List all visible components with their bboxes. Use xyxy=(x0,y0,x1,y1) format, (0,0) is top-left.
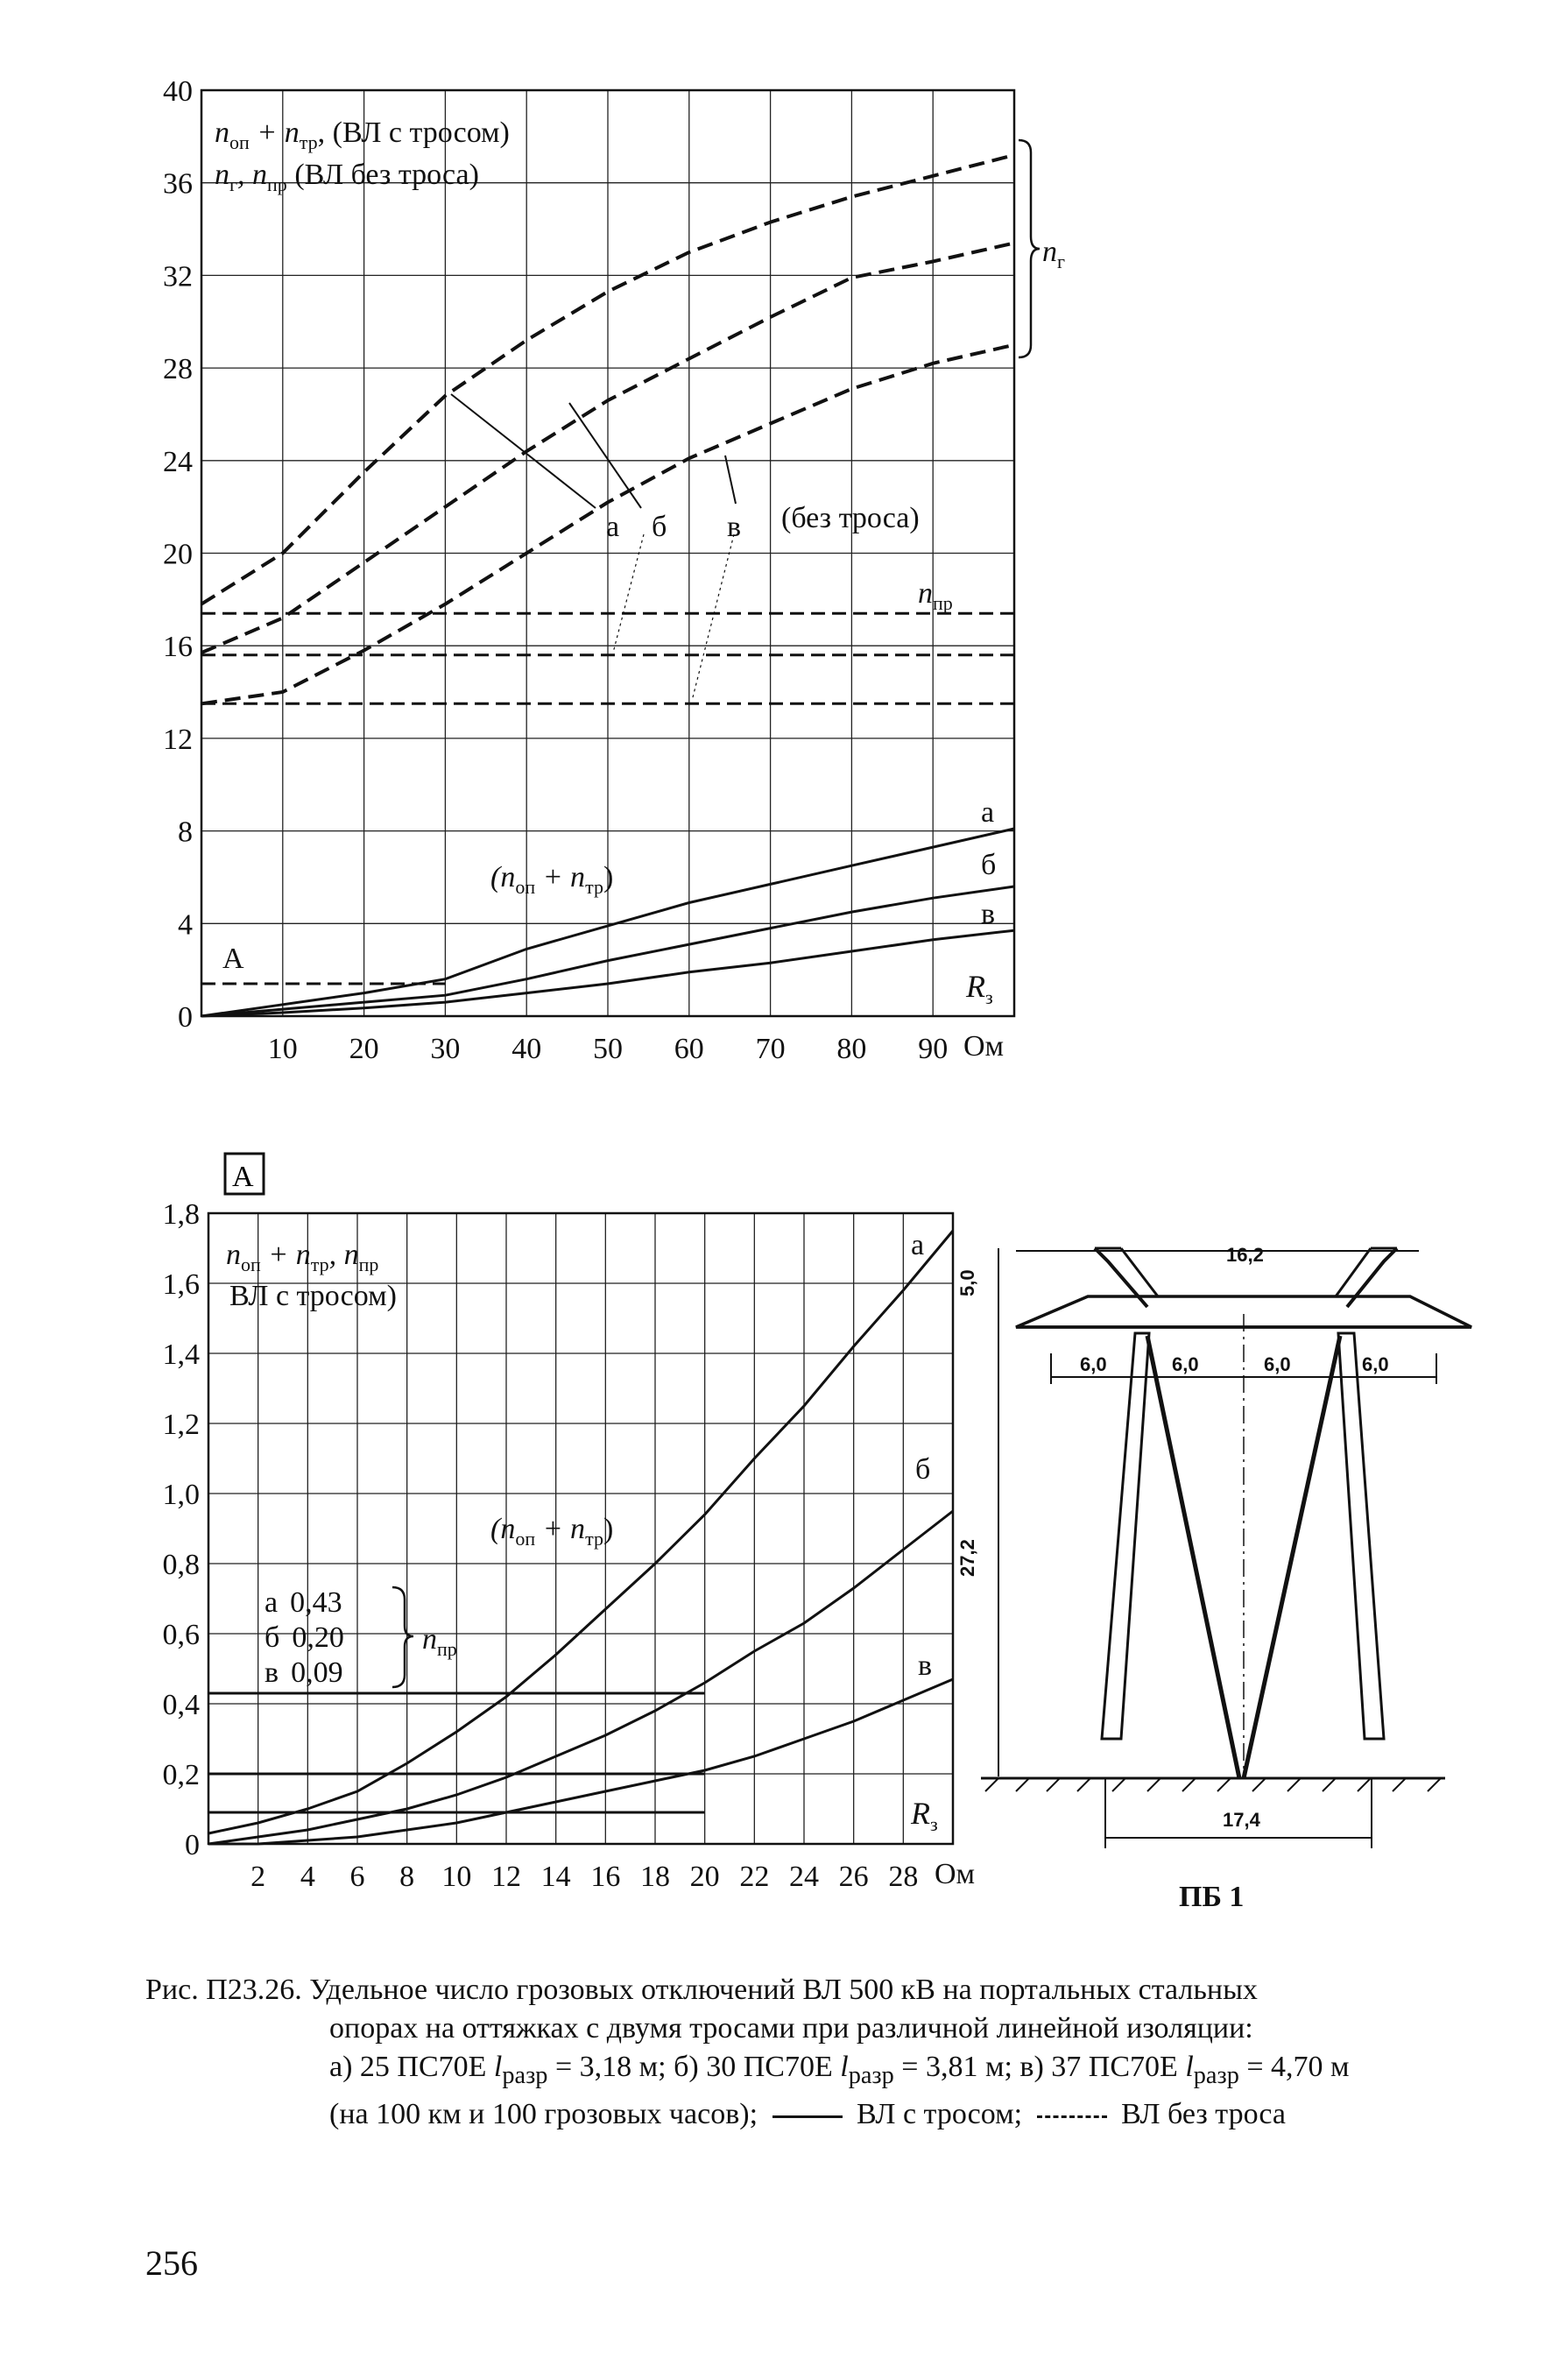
y-tick-label: 1,0 xyxy=(162,1479,200,1511)
span-3: 6,0 xyxy=(1264,1353,1291,1375)
letter-b-top: б xyxy=(652,511,667,543)
dim-cross: 5,0 xyxy=(956,1269,978,1296)
inset-marker: А xyxy=(222,943,244,975)
x-tick-label: 10 xyxy=(267,1033,298,1065)
x-tick-label: 22 xyxy=(739,1861,770,1893)
x-tick-label: 26 xyxy=(838,1861,869,1893)
x-tick-label: 28 xyxy=(888,1861,919,1893)
legend-solid-sample xyxy=(772,2115,843,2118)
y-tick-label: 1,8 xyxy=(162,1198,200,1231)
figure-caption xyxy=(145,1971,1459,2134)
svg-text:в0,09: в 0,09 xyxy=(265,1656,343,1689)
tower-leg-inner-right xyxy=(1244,1336,1340,1778)
inset-x-axis-label: $R_з$ xyxy=(911,1796,938,1835)
tower-leg-inner-left xyxy=(1147,1336,1239,1778)
y-tick-label: 1,6 xyxy=(162,1268,200,1301)
chart-main xyxy=(163,75,1040,1065)
y-tick-label: 12 xyxy=(163,723,193,756)
x-tick-label: 50 xyxy=(593,1033,623,1065)
y-tick-label: 16 xyxy=(163,631,193,664)
caption-line4: (на 100 км и 100 грозовых часов); ВЛ с тросом; ВЛ без троса xyxy=(329,2097,1287,2130)
x-tick-label: 10 xyxy=(441,1861,472,1893)
tower-ground-wire-bracket-right xyxy=(1347,1248,1397,1307)
caption-line2: опорах на оттяжках с двумя тросами при различной линейной изоляции: xyxy=(329,2012,1253,2045)
npr-label: $n_{пр}$ xyxy=(918,577,953,614)
x-tick-label: 4 xyxy=(300,1861,315,1893)
tower-leg-left xyxy=(1102,1333,1149,1739)
tower-ground-wire-bracket-left xyxy=(1095,1248,1147,1307)
inset-legend-line2: ВЛ с тросом) xyxy=(229,1280,397,1312)
x-tick-label: 6 xyxy=(349,1861,365,1893)
y-tick-label: 1,4 xyxy=(162,1338,200,1371)
legend-line1: $n_{оп} + n_{тр}$, (ВЛ с тросом) xyxy=(215,117,510,153)
y-tick-label: 4 xyxy=(178,908,193,942)
x-tick-label: 80 xyxy=(836,1033,867,1065)
inset-x-unit: Ом xyxy=(935,1858,976,1890)
x-tick-label: 2 xyxy=(250,1861,266,1893)
letter-a-solid: а xyxy=(981,796,995,829)
chart-main-labels xyxy=(215,117,1065,1063)
x-unit: Ом xyxy=(963,1030,1005,1063)
svg-text:б0,20: б 0,20 xyxy=(265,1621,344,1654)
legend-line2: $n_г$, $n_{пр}$ (ВЛ без троса) xyxy=(215,159,479,195)
x-tick-label: 24 xyxy=(789,1861,819,1893)
inset-legend-line1: $n_{оп} + n_{тр}$, $n_{пр}$ xyxy=(226,1239,379,1275)
y-tick-label: 1,2 xyxy=(162,1409,200,1441)
x-tick-label: 60 xyxy=(674,1033,704,1065)
y-tick-label: 0 xyxy=(178,1001,193,1034)
y-tick-label: 0,8 xyxy=(162,1549,200,1581)
y-tick-label: 0,6 xyxy=(162,1619,200,1651)
x-tick-label: 14 xyxy=(540,1861,571,1893)
x-tick-label: 90 xyxy=(918,1033,949,1065)
x-tick-label: 18 xyxy=(640,1861,670,1893)
x-tick-label: 30 xyxy=(430,1033,461,1065)
y-tick-label: 20 xyxy=(163,538,193,571)
npr-values-block xyxy=(265,1586,457,1689)
x-tick-label: 70 xyxy=(755,1033,786,1065)
x-tick-label: 12 xyxy=(491,1861,521,1893)
leader-lines-dotted xyxy=(613,534,734,701)
y-tick-label: 24 xyxy=(163,445,193,478)
caption-line3: а) 25 ПС70Е $l_{разр} = 3,18$ м; б) 30 ПС70Е $l_{разр} = 3,81$ м; в) 37 ПС70Е $l_{разр} = 4,70$ м xyxy=(329,2051,1350,2089)
dim-height: 27,2 xyxy=(956,1539,978,1577)
x-axis-label: $R_з$ xyxy=(966,969,993,1008)
letter-v-top: в xyxy=(727,511,742,543)
inset-with-wire-label: $(n_{оп} + n_{тр})$ xyxy=(490,1513,614,1550)
ng-brace xyxy=(1019,140,1040,357)
legend-dashed-sample xyxy=(1037,2115,1107,2118)
letter-a-top: а xyxy=(606,511,620,543)
x-tick-label: 40 xyxy=(511,1033,542,1065)
y-tick-label: 28 xyxy=(163,353,193,386)
y-tick-label: 8 xyxy=(178,816,193,849)
y-tick-label: 32 xyxy=(163,260,193,293)
x-tick-label: 8 xyxy=(399,1861,415,1893)
x-tick-label: 16 xyxy=(590,1861,621,1893)
inset-letter-a: а xyxy=(911,1229,925,1261)
span-4: 6,0 xyxy=(1362,1353,1389,1375)
dim-top: 16,2 xyxy=(1226,1244,1264,1266)
tower-label: ПБ 1 xyxy=(1179,1881,1245,1913)
x-tick-label: 20 xyxy=(349,1033,379,1065)
ng-label: $n_г$ xyxy=(1042,236,1066,272)
page-number: 256 xyxy=(145,2243,198,2283)
span-2: 6,0 xyxy=(1172,1353,1199,1375)
with-wire-label: $(n_{оп} + n_{тр})$ xyxy=(490,861,614,898)
dim-base: 17,4 xyxy=(1223,1809,1260,1831)
svg-text:А: А xyxy=(232,1161,254,1193)
no-wire-label: (без троса) xyxy=(781,502,920,534)
y-tick-label: 40 xyxy=(163,75,193,108)
tower-drawing xyxy=(956,1244,1471,1913)
span-1: 6,0 xyxy=(1080,1353,1107,1375)
letter-b-solid: б xyxy=(981,849,997,881)
svg-text:nпр: $n_{пр}$ xyxy=(422,1623,457,1660)
inset-letter-v: в xyxy=(918,1649,933,1682)
inset-letter-b: б xyxy=(915,1453,931,1486)
y-tick-label: 36 xyxy=(163,167,193,201)
y-tick-label: 0 xyxy=(185,1829,200,1861)
tower-leg-right xyxy=(1338,1333,1384,1739)
panel-a-label xyxy=(225,1154,264,1194)
x-tick-label: 20 xyxy=(689,1861,720,1893)
y-tick-label: 0,4 xyxy=(162,1689,200,1721)
svg-text:а0,43: а 0,43 xyxy=(265,1586,342,1619)
letter-v-solid: в xyxy=(981,898,996,930)
caption-line1: Рис. П23.26. Удельное число грозовых отключений ВЛ 500 кВ на портальных стальных xyxy=(145,1974,1258,2006)
y-tick-label: 0,2 xyxy=(162,1759,200,1791)
